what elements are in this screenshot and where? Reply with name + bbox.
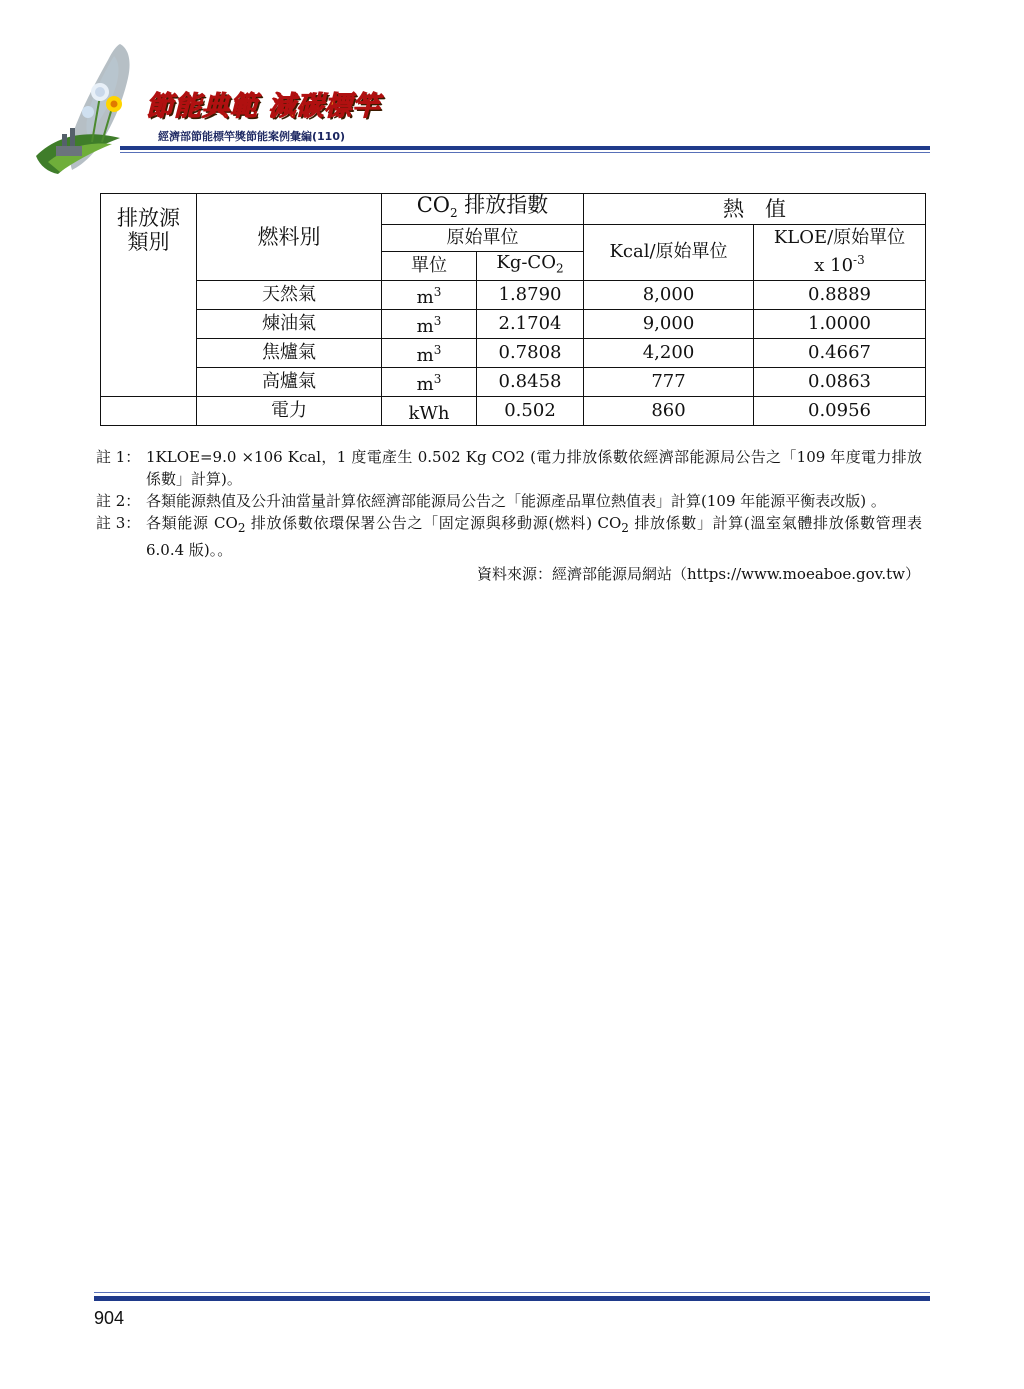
- header-kcal: Kcal/原始單位: [584, 225, 754, 281]
- note-label: 註 1：: [96, 448, 141, 466]
- table-row: [101, 309, 926, 338]
- kgco2-cell: 0.502: [477, 396, 584, 425]
- unit-cell: kWh: [382, 396, 477, 425]
- table-row: [101, 338, 926, 367]
- kgco2-cell: 0.8458: [477, 367, 584, 396]
- footer-rule-thin: [94, 1292, 930, 1293]
- table-row: [101, 396, 926, 425]
- kcal-cell: 777: [584, 367, 754, 396]
- header-original-unit: 原始單位: [382, 225, 584, 252]
- header-rule-thin: [120, 152, 930, 153]
- unit-cell: $m^3$: [382, 367, 477, 396]
- header-co2-index: $CO_2$ 排放指數: [382, 194, 584, 225]
- kloe-cell: 0.8889: [754, 280, 926, 309]
- table-row: [101, 367, 926, 396]
- kloe-cell: 0.0863: [754, 367, 926, 396]
- header-kgco2: $Kg-CO_2$: [477, 252, 584, 281]
- unit-cell: $m^3$: [382, 309, 477, 338]
- note-text: 1KLOE=9.0 ×106 Kcal，1 度電產生 0.502 Kg CO2 (電力排放係數依經濟部能源局公告之「109 年度電力排放係數」計算)。: [146, 448, 922, 488]
- note-1: [96, 446, 922, 490]
- unit-cell: $m^3$: [382, 280, 477, 309]
- kloe-cell: 0.0956: [754, 396, 926, 425]
- header-rule: [120, 146, 930, 150]
- fuel-cell: 天然氣: [197, 280, 382, 309]
- kcal-cell: 4,200: [584, 338, 754, 367]
- fuel-cell: 高爐氣: [197, 367, 382, 396]
- header-unit: 單位: [382, 252, 477, 281]
- note-label: 註 3：: [96, 514, 141, 532]
- kgco2-cell: 1.8790: [477, 280, 584, 309]
- kloe-cell: 1.0000: [754, 309, 926, 338]
- emission-factor-table: [100, 193, 926, 426]
- header-category: 排放源類別: [101, 194, 197, 339]
- header-kloe: KLOE/原始單位 x $10^{-3}$: [754, 225, 926, 281]
- note-text: 各類能源 $CO_2$ 排放係數依環保署公告之「固定源與移動源(燃料) $CO_2$ 排放係數」計算(溫室氣體排放係數管理表 6.0.4 版)。。: [146, 514, 922, 559]
- kgco2-cell: 2.1704: [477, 309, 584, 338]
- category-blank-cell: [101, 396, 197, 425]
- note-2: [96, 490, 922, 512]
- category-blank-cell: [101, 338, 197, 367]
- brand-subtitle: 經濟部節能標竿獎節能案例彙編(110): [158, 130, 346, 143]
- note-text: 各類能源熱值及公升油當量計算依經濟部能源局公告之「能源產品單位熱值表」計算(109 年能源平衡表改版) 。: [146, 492, 886, 510]
- kgco2-cell: 0.7808: [477, 338, 584, 367]
- kcal-cell: 8,000: [584, 280, 754, 309]
- note-label: 註 2：: [96, 492, 141, 510]
- table-notes: [96, 446, 922, 585]
- fuel-cell: 電力: [197, 396, 382, 425]
- brand-title: 節能典範 減碳標竿: [146, 91, 381, 122]
- kcal-cell: 860: [584, 396, 754, 425]
- unit-cell: $m^3$: [382, 338, 477, 367]
- footer-rule: [94, 1296, 930, 1301]
- fuel-cell: 煉油氣: [197, 309, 382, 338]
- table-row: [101, 280, 926, 309]
- data-source: 資料來源：經濟部能源局網站（https://www.moeaboe.gov.tw）: [477, 565, 920, 583]
- header-heat-value: 熱 值: [584, 194, 926, 225]
- header-fuel: 燃料別: [197, 194, 382, 281]
- fuel-cell: 焦爐氣: [197, 338, 382, 367]
- category-blank-cell: [101, 367, 197, 396]
- page-number: 904: [94, 1308, 125, 1328]
- taiwan-emblem-icon: [28, 38, 158, 178]
- table-header-row-1: [101, 194, 926, 225]
- note-3: [96, 512, 922, 561]
- kloe-cell: 0.4667: [754, 338, 926, 367]
- kcal-cell: 9,000: [584, 309, 754, 338]
